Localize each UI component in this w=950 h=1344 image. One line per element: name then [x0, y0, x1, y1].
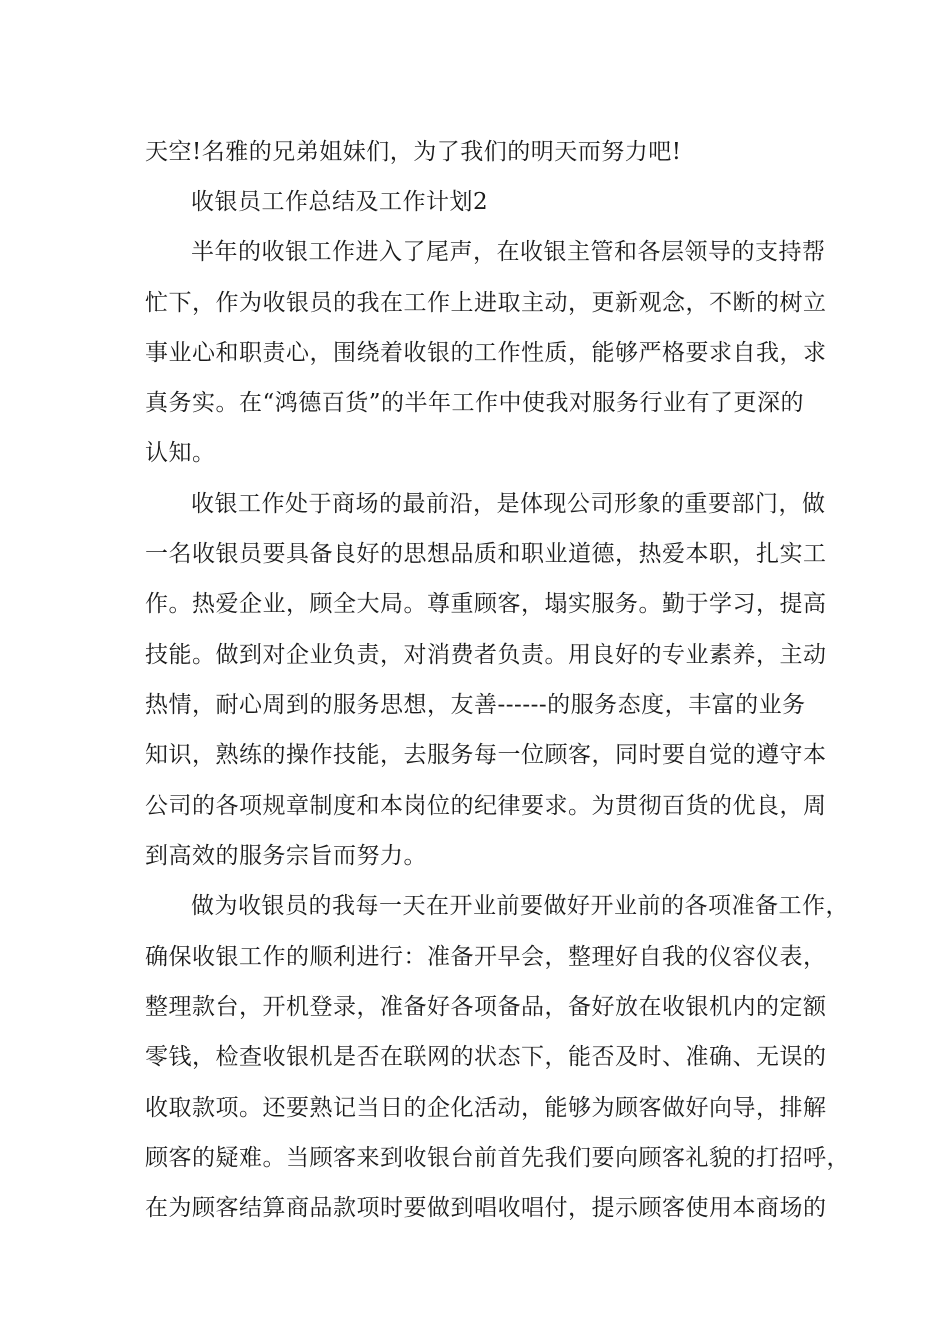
text-line: 忙下，作为收银员的我在工作上进取主动，更新观念，不断的树立 — [145, 290, 827, 316]
text-line: 天空!名雅的兄弟姐妹们，为了我们的明天而努力吧! — [145, 139, 682, 165]
text-line: 在为顾客结算商品款项时要做到唱收唱付，提示顾客使用本商场的 — [145, 1195, 827, 1221]
text-line: 热情，耐心周到的服务思想，友善------的服务态度，丰富的业务 — [145, 692, 806, 718]
text-line: 半年的收银工作进入了尾声，在收银主管和各层领导的支持帮 — [191, 239, 826, 265]
text-line: 零钱，检查收银机是否在联网的状态下，能否及时、准确、无误的 — [145, 1044, 827, 1070]
text-line: 公司的各项规章制度和本岗位的纪律要求。为贯彻百货的优良，周 — [145, 793, 827, 819]
text-line: 事业心和职责心，围绕着收银的工作性质，能够严格要求自我，求 — [145, 340, 827, 366]
text-line: 作。热爱企业，顾全大局。尊重顾客，塌实服务。勤于学习，提高 — [145, 591, 827, 617]
section-heading: 收银员工作总结及工作计划2 — [191, 189, 489, 215]
text-line: 知识，熟练的操作技能，去服务每一位顾客，同时要自觉的遵守本 — [145, 742, 827, 768]
text-line: 收取款项。还要熟记当日的企化活动，能够为顾客做好向导，排解 — [145, 1095, 827, 1121]
text-line: 确保收银工作的顺利进行：准备开早会，整理好自我的仪容仪表， — [145, 944, 827, 970]
text-line: 做为收银员的我每一天在开业前要做好开业前的各项准备工作， — [191, 893, 849, 919]
text-line: 到高效的服务宗旨而努力。 — [145, 843, 427, 869]
text-line: 技能。做到对企业负责，对消费者负责。用良好的专业素养，主动 — [145, 642, 827, 668]
text-line: 整理款台，开机登录，准备好各项备品，备好放在收银机内的定额 — [145, 994, 827, 1020]
text-line: 真务实。在“鸿德百货”的半年工作中使我对服务行业有了更深的 — [145, 390, 805, 416]
text-line: 认知。 — [145, 440, 216, 466]
text-line: 收银工作处于商场的最前沿，是体现公司形象的重要部门，做 — [191, 491, 826, 517]
text-line: 一名收银员要具备良好的思想品质和职业道德，热爱本职，扎实工 — [145, 541, 827, 567]
text-line: 顾客的疑难。当顾客来到收银台前首先我们要向顾客礼貌的打招呼， — [145, 1145, 850, 1171]
